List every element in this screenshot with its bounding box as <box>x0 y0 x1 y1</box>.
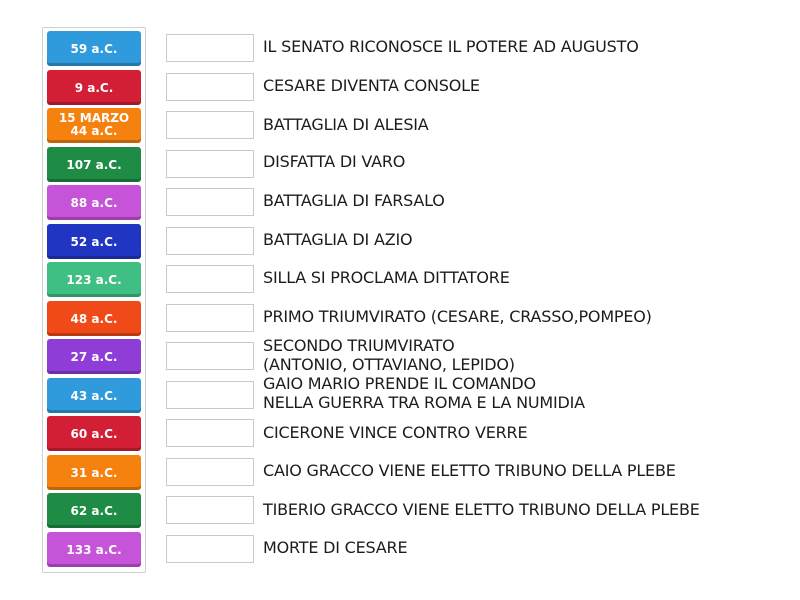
date-chip-label: 52 a.C. <box>70 234 118 249</box>
date-chip-label: 107 a.C. <box>66 157 122 172</box>
date-chip-label: 31 a.C. <box>70 465 118 480</box>
date-chip-label: 60 a.C. <box>70 426 118 441</box>
event-description: BATTAGLIA DI AZIO <box>263 230 413 249</box>
date-chip-label: 9 a.C. <box>74 80 114 95</box>
event-description: PRIMO TRIUMVIRATO (CESARE, CRASSO,POMPEO) <box>263 307 652 326</box>
drop-slot[interactable] <box>166 227 254 255</box>
date-chip-label: 59 a.C. <box>70 41 118 56</box>
event-description: BATTAGLIA DI ALESIA <box>263 115 429 134</box>
drop-slot[interactable] <box>166 34 254 62</box>
date-chip[interactable] <box>47 147 141 182</box>
date-chip[interactable] <box>47 31 141 66</box>
drop-slot[interactable] <box>166 535 254 563</box>
date-chip[interactable] <box>47 493 141 528</box>
date-chip[interactable] <box>47 339 141 374</box>
date-chip-label: 48 a.C. <box>70 311 118 326</box>
date-chip[interactable] <box>47 416 141 451</box>
date-chip[interactable] <box>47 301 141 336</box>
drop-slot[interactable] <box>166 496 254 524</box>
drop-slot[interactable] <box>166 111 254 139</box>
date-chip-label: 133 a.C. <box>66 542 122 557</box>
event-description: MORTE DI CESARE <box>263 538 408 557</box>
date-chip-label: 15 MARZO 44 a.C. <box>58 110 130 138</box>
event-description: CAIO GRACCO VIENE ELETTO TRIBUNO DELLA PLEBE <box>263 461 676 480</box>
drop-slot[interactable] <box>166 419 254 447</box>
date-chip[interactable] <box>47 70 141 105</box>
event-description: CICERONE VINCE CONTRO VERRE <box>263 423 528 442</box>
event-description: DISFATTA DI VARO <box>263 152 406 171</box>
event-description: CESARE DIVENTA CONSOLE <box>263 76 480 95</box>
date-chip-label: 123 a.C. <box>66 272 122 287</box>
drop-slot[interactable] <box>166 304 254 332</box>
event-description: SILLA SI PROCLAMA DITTATORE <box>263 268 510 287</box>
drop-slot[interactable] <box>166 150 254 178</box>
date-chip[interactable] <box>47 378 141 413</box>
drop-slot[interactable] <box>166 73 254 101</box>
event-description: BATTAGLIA DI FARSALO <box>263 191 445 210</box>
date-chip-label: 88 a.C. <box>70 195 118 210</box>
date-chip[interactable] <box>47 455 141 490</box>
date-chip[interactable] <box>47 262 141 297</box>
event-description: SECONDO TRIUMVIRATO (ANTONIO, OTTAVIANO, LEPIDO) <box>263 336 515 374</box>
event-description: GAIO MARIO PRENDE IL COMANDO NELLA GUERRA TRA ROMA E LA NUMIDIA <box>263 374 585 412</box>
date-chip[interactable] <box>47 532 141 567</box>
date-chip[interactable] <box>47 224 141 259</box>
date-chip-label: 62 a.C. <box>70 503 118 518</box>
drop-slot[interactable] <box>166 381 254 409</box>
date-chip[interactable] <box>47 185 141 220</box>
drop-slot[interactable] <box>166 342 254 370</box>
event-description: TIBERIO GRACCO VIENE ELETTO TRIBUNO DELLA PLEBE <box>263 500 700 519</box>
event-description: IL SENATO RICONOSCE IL POTERE AD AUGUSTO <box>263 37 639 56</box>
drop-slot[interactable] <box>166 188 254 216</box>
date-chip-label: 43 a.C. <box>70 388 118 403</box>
drop-slot[interactable] <box>166 458 254 486</box>
drop-slot[interactable] <box>166 265 254 293</box>
date-chip[interactable] <box>47 108 141 143</box>
date-chip-label: 27 a.C. <box>70 349 118 364</box>
